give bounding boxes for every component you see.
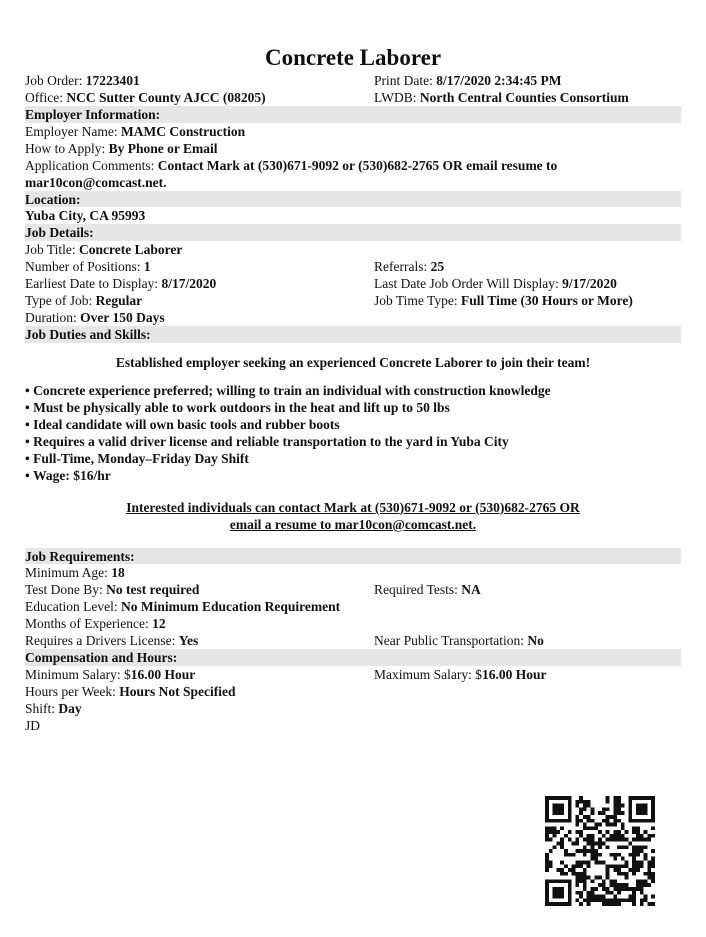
public-transport-label: Near Public Transportation: xyxy=(374,633,524,649)
min-age-row xyxy=(25,564,681,581)
experience-label: Months of Experience: xyxy=(25,616,149,632)
required-tests-value: NA xyxy=(461,582,481,598)
test-done-by-label: Test Done By: xyxy=(25,582,103,598)
max-salary-value: 16.00 Hour xyxy=(482,667,547,683)
hours-value: Hours Not Specified xyxy=(119,684,236,700)
job-order-row xyxy=(25,72,681,89)
contact-note-line-2: email a resume to mar10con@comcast.net. xyxy=(229,516,477,532)
list-item: • Ideal candidate will own basic tools and rubber boots xyxy=(25,416,681,433)
employer-name-label: Employer Name: xyxy=(25,123,118,139)
contact-note xyxy=(25,499,681,533)
how-to-apply-row xyxy=(25,140,681,157)
shift-label: Shift: xyxy=(25,701,56,717)
job-type-label: Type of Job: xyxy=(25,293,93,309)
license-row xyxy=(25,632,681,649)
job-type-value: Regular xyxy=(95,293,143,309)
section-location: Location: xyxy=(25,191,681,208)
office-label: Office: xyxy=(25,90,63,105)
job-title-label: Job Title: xyxy=(25,242,76,258)
education-row xyxy=(25,598,681,615)
contact-note-line-1: Interested individuals can contact Mark at (530)671-9092 or (530)682-2765 OR xyxy=(126,499,580,515)
section-job-duties: Job Duties and Skills: xyxy=(25,326,681,343)
duties-list xyxy=(25,382,681,484)
application-comments-value: Contact Mark at (530)671-9092 or (530)682-2765 OR email resume to xyxy=(157,157,558,173)
test-done-by-value: No test required xyxy=(106,582,200,598)
job-time-type-value: Full Time (30 Hours or More) xyxy=(460,293,633,309)
office-value: NCC Sutter County AJCC (08205) xyxy=(66,90,266,105)
test-row xyxy=(25,581,681,598)
hours-row xyxy=(25,683,681,700)
how-to-apply-label: How to Apply: xyxy=(25,140,106,156)
shift-value: Day xyxy=(58,701,82,717)
office-row xyxy=(25,89,681,106)
location-value: Yuba City, CA 95993 xyxy=(25,208,146,224)
print-date-label: Print Date: xyxy=(374,73,433,88)
application-comments-email: mar10con@comcast.net. xyxy=(25,174,167,190)
experience-row xyxy=(25,615,681,632)
location-row xyxy=(25,207,681,224)
earliest-date-value: 8/17/2020 xyxy=(161,276,217,292)
print-date-value: 8/17/2020 2:34:45 PM xyxy=(436,73,562,88)
required-tests-label: Required Tests: xyxy=(374,582,458,598)
list-item: • Must be physically able to work outdoors in the heat and lift up to 50 lbs xyxy=(25,399,681,416)
lwdb-value: North Central Counties Consortium xyxy=(419,90,629,105)
experience-value: 12 xyxy=(152,616,166,632)
page-title: Concrete Laborer xyxy=(264,45,442,70)
max-salary-label: Maximum Salary: $ xyxy=(374,667,482,683)
job-title-value: Concrete Laborer xyxy=(79,242,183,258)
job-order-document xyxy=(25,44,681,734)
min-salary-value: 16.00 Hour xyxy=(130,667,196,683)
application-comments-label: Application Comments: xyxy=(25,157,155,173)
hours-label: Hours per Week: xyxy=(25,684,116,700)
how-to-apply-value: By Phone or Email xyxy=(108,140,218,156)
duties-intro: Established employer seeking an experienced Concrete Laborer to join their team! xyxy=(115,354,591,370)
min-age-label: Minimum Age: xyxy=(25,565,108,581)
job-order-value: 17223401 xyxy=(85,73,140,88)
duration-value: Over 150 Days xyxy=(80,310,165,326)
application-comments-row-2 xyxy=(25,174,681,191)
qr-code-icon xyxy=(545,796,655,906)
section-compensation: Compensation and Hours: xyxy=(25,649,681,666)
list-item: • Requires a valid driver license and reliable transportation to the yard in Yuba City xyxy=(25,433,681,450)
referrals-label: Referrals: xyxy=(374,259,428,275)
list-item: • Full-Time, Monday–Friday Day Shift xyxy=(25,450,681,467)
section-job-requirements: Job Requirements: xyxy=(25,548,681,565)
positions-value: 1 xyxy=(143,259,151,275)
positions-row xyxy=(25,258,681,275)
salary-row xyxy=(25,666,681,683)
min-salary-label: Minimum Salary: $ xyxy=(25,667,131,683)
last-date-value: 9/17/2020 xyxy=(562,276,617,292)
employer-name-value: MAMC Construction xyxy=(120,123,246,139)
positions-label: Number of Positions: xyxy=(25,259,141,275)
last-date-label: Last Date Job Order Will Display: xyxy=(374,276,559,292)
drivers-license-label: Requires a Drivers License: xyxy=(25,633,176,649)
application-comments-row xyxy=(25,157,681,174)
min-age-value: 18 xyxy=(111,565,125,581)
section-employer: Employer Information: xyxy=(25,106,681,123)
initials: JD xyxy=(25,718,41,734)
display-dates-row xyxy=(25,275,681,292)
drivers-license-value: Yes xyxy=(178,633,199,649)
referrals-value: 25 xyxy=(430,259,445,275)
list-item: • Wage: $16/hr xyxy=(25,467,681,484)
section-job-details: Job Details: xyxy=(25,224,681,241)
job-time-type-label: Job Time Type: xyxy=(374,293,458,309)
education-value: No Minimum Education Requirement xyxy=(120,599,341,615)
duration-label: Duration: xyxy=(25,310,77,326)
list-item: • Concrete experience preferred; willing to train an individual with construction knowledge xyxy=(25,382,681,399)
education-label: Education Level: xyxy=(25,599,118,615)
public-transport-value: No xyxy=(527,633,544,649)
lwdb-label: LWDB: xyxy=(374,90,417,105)
employer-name-row xyxy=(25,123,681,140)
job-title-row xyxy=(25,241,681,258)
job-order-label: Job Order: xyxy=(25,73,83,88)
shift-row xyxy=(25,700,681,717)
duration-row xyxy=(25,309,681,326)
earliest-date-label: Earliest Date to Display: xyxy=(25,276,159,292)
job-type-row xyxy=(25,292,681,309)
